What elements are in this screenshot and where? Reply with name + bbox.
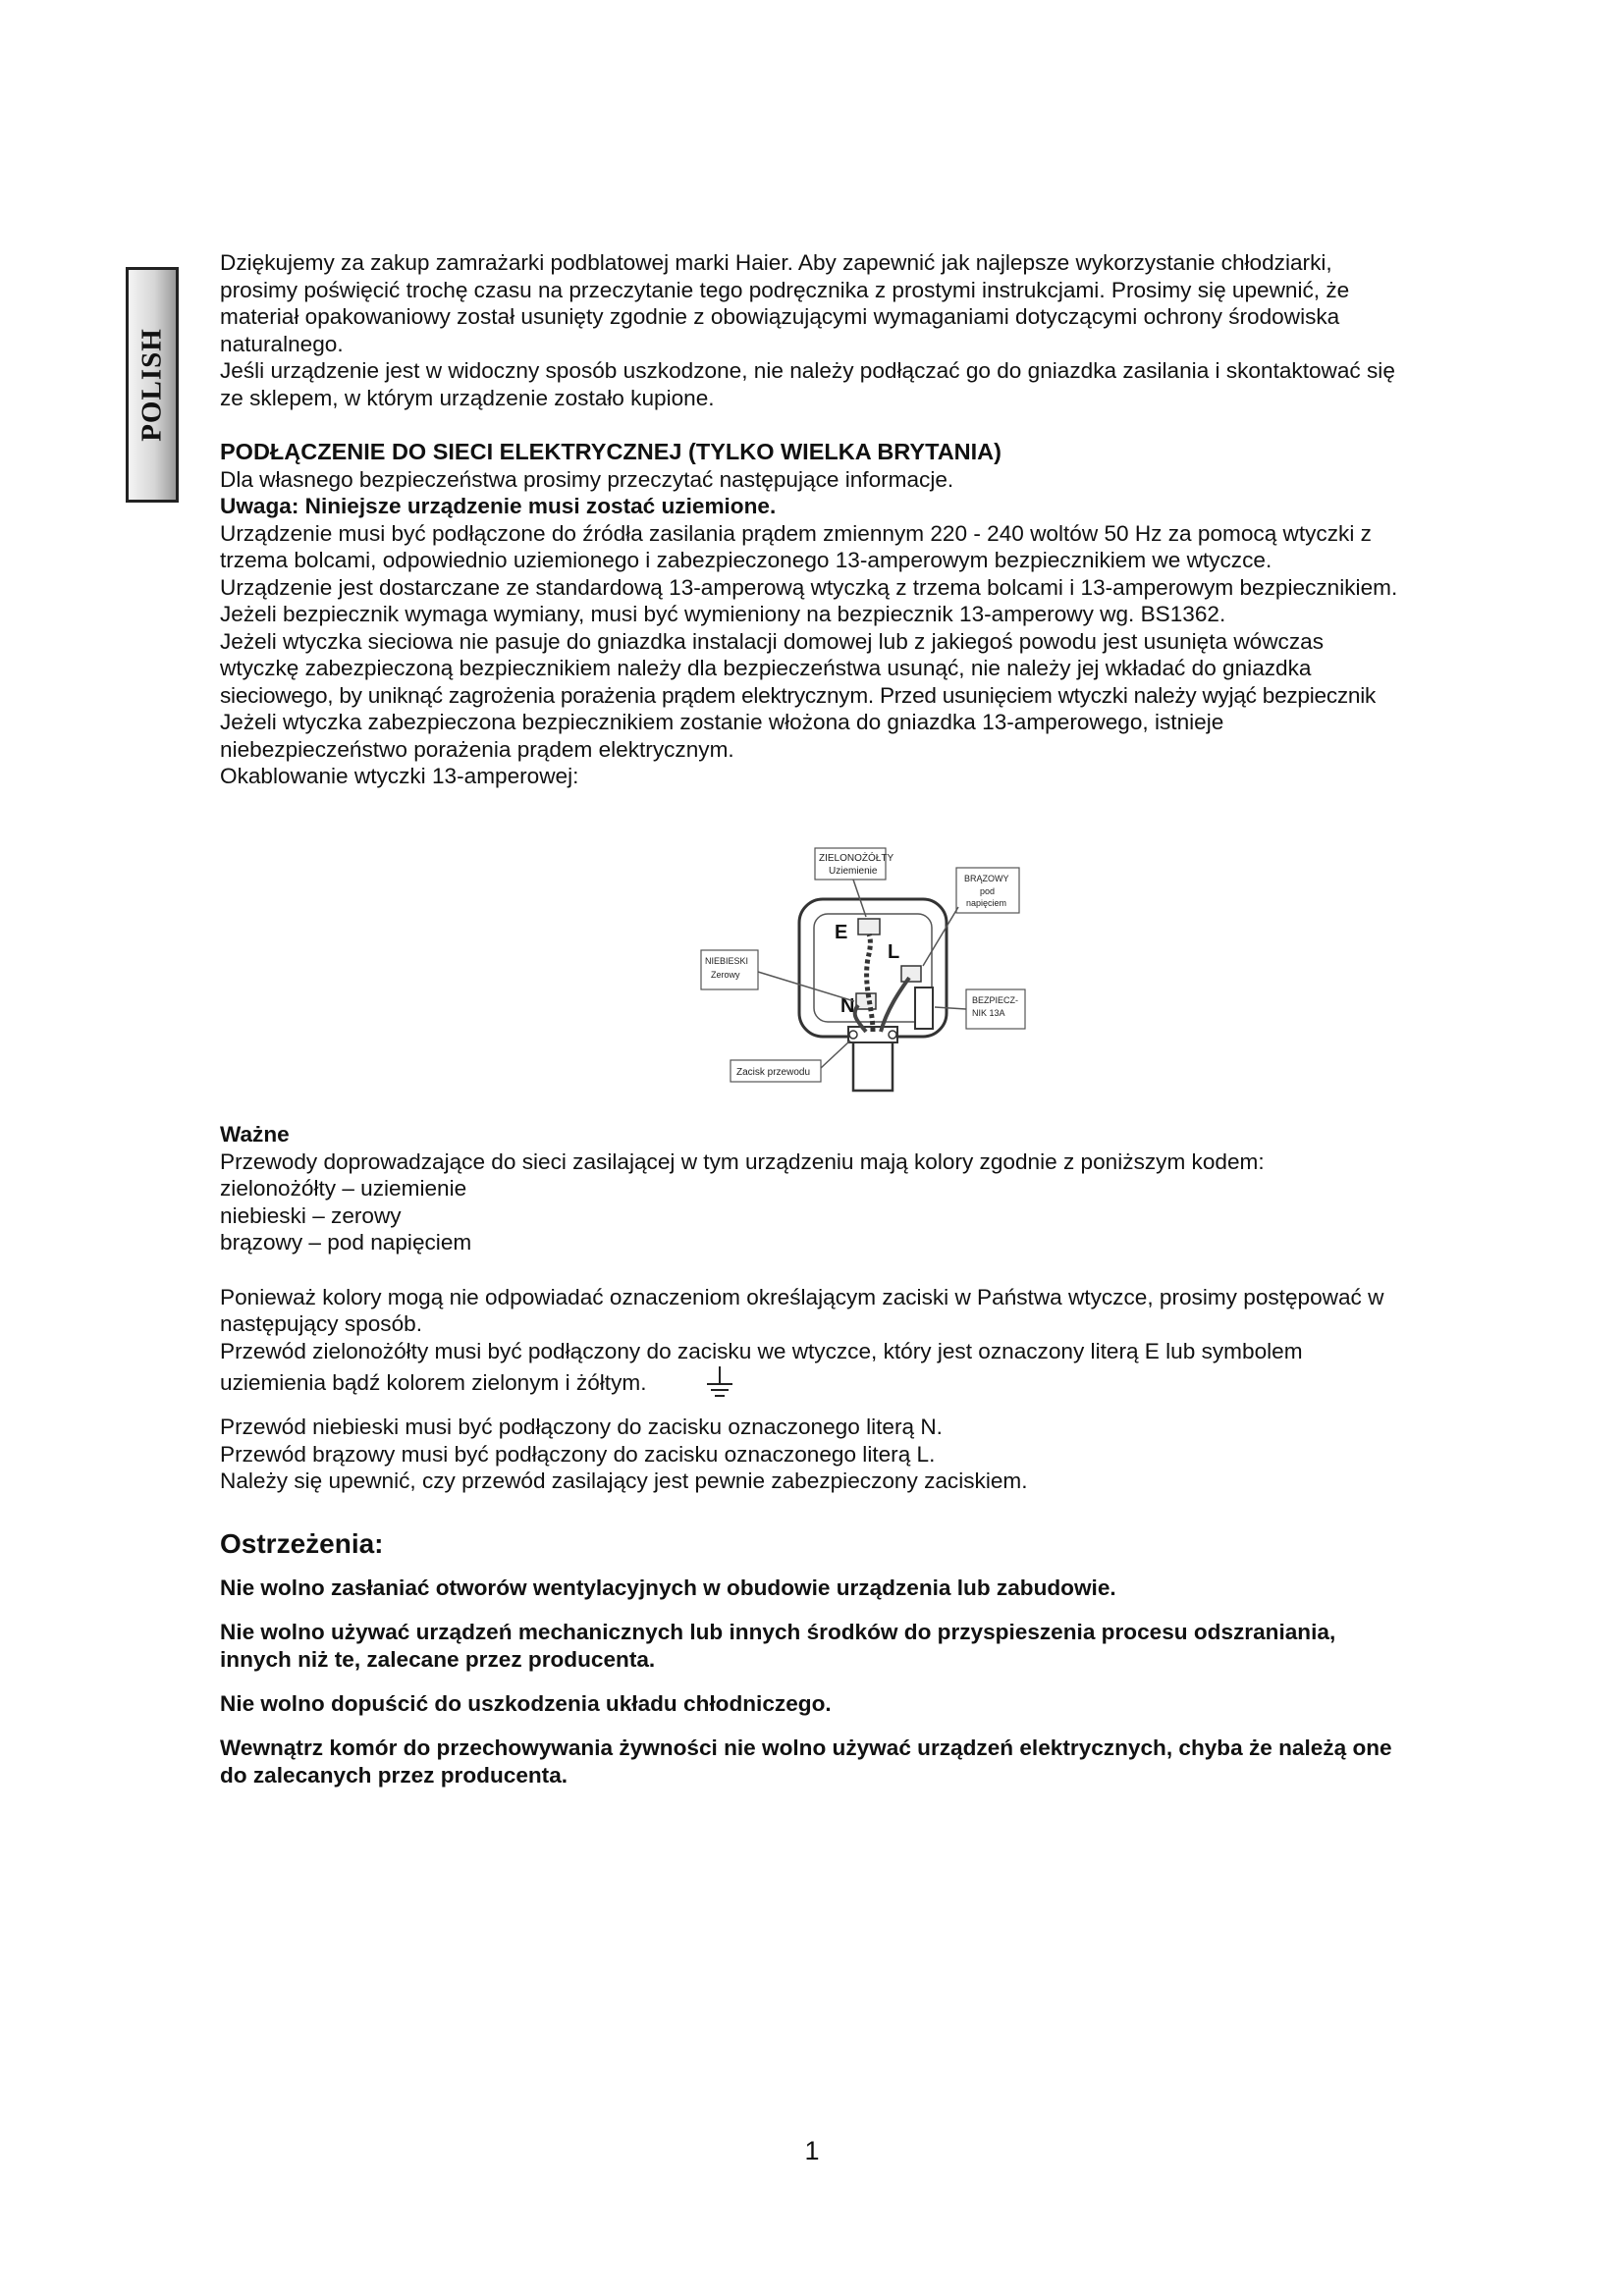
language-tab-label: POLISH <box>135 328 168 442</box>
important-line: niebieski – zerowy <box>220 1202 402 1228</box>
earth-symbol-line <box>220 1364 1496 1404</box>
intro-line: Dziękujemy za zakup zamrażarki podblatowej marki Haier. Aby zapewnić jak najlepsze wykorzystanie chłodziarki, <box>220 250 1332 275</box>
intro-line: ze sklepem, w którym urządzenie zostało kupione. <box>220 385 715 410</box>
important-line: Ponieważ kolory mogą nie odpowiadać oznaczeniom określającym zaciski w Państwa wtyczce, prosimy postępować w <box>220 1284 1384 1309</box>
warnings-section <box>220 1527 1496 1806</box>
terminal-n-letter: N <box>840 995 855 1017</box>
cable-sleeve <box>853 1037 893 1091</box>
connection-line: niebezpieczeństwo porażenia prądem elektrycznym. <box>220 736 734 762</box>
earth-line-text: uziemienia bądź kolorem zielonym i żółtym. <box>220 1369 647 1395</box>
important-heading: Ważne <box>220 1122 290 1147</box>
intro-line: naturalnego. <box>220 331 344 356</box>
connection-line: Okablowanie wtyczki 13-amperowej: <box>220 764 579 788</box>
earth-ground-icon <box>705 1364 734 1404</box>
important-line: Przewód brązowy musi być podłączony do zacisku oznaczonego literą L. <box>220 1441 936 1467</box>
warnings-heading: Ostrzeżenia: <box>220 1528 384 1559</box>
important-line: następujący sposób. <box>220 1311 422 1336</box>
callout-fuse-pointer <box>935 1007 966 1009</box>
callout-brown-text: BRĄZOWY <box>964 874 1009 883</box>
live-wire <box>881 978 909 1032</box>
callout-blue-pointer <box>758 972 854 1001</box>
callout-earth-text: Uziemienie <box>829 866 878 877</box>
important-line: Przewód niebieski musi być podłączony do zacisku oznaczonego literą N. <box>220 1415 943 1439</box>
connection-line: trzema bolcami, odpowiednio uziemionego i zabezpieczonego 13-amperowym bezpiecznikiem we wtyczce. <box>220 548 1272 572</box>
callout-brown-text: napięciem <box>966 898 1007 908</box>
connection-line: sieciowego, by uniknąć zagrożenia porażenia prądem elektrycznym. Przed usunięciem wtyczki należy wyjąć bezpiecznik <box>220 682 1377 708</box>
terminal-e-letter: E <box>835 922 848 943</box>
connection-line: Jeżeli wtyczka zabezpieczona bezpiecznikiem zostanie włożona do gniazdka 13-amperowego, istnieje <box>220 710 1224 734</box>
warning-item <box>220 1575 1496 1602</box>
callout-brown-text: pod <box>980 886 996 896</box>
earthing-note <box>220 493 1496 520</box>
warning-line: Nie wolno zasłaniać otworów wentylacyjnych w obudowie urządzenia lub zabudowie. <box>220 1575 1116 1600</box>
connection-line: Urządzenie musi być podłączone do źródła zasilania prądem zmiennym 220 - 240 woltów 50 Hz za pomocą wtyczki z <box>220 520 1372 546</box>
warning-line: Nie wolno dopuścić do uszkodzenia układu chłodniczego. <box>220 1691 832 1716</box>
connection-line: Urządzenie jest dostarczane ze standardową 13-amperową wtyczką z trzema bolcami i 13-amperowym bezpiecznikiem. <box>220 574 1398 600</box>
warning-item <box>220 1619 1496 1674</box>
note-label: Uwaga: <box>220 494 299 518</box>
warning-line: do zalecanych przez producenta. <box>220 1763 568 1788</box>
callout-earth-text: ZIELONOŻÓŁTY <box>819 853 894 864</box>
important-line: zielonożółty – uziemienie <box>220 1176 467 1201</box>
callout-clamp-text: Zacisk przewodu <box>736 1067 811 1078</box>
important-line: Przewód zielonożółty musi być podłączony do zacisku we wtyczce, który jest oznaczony literą E lub symbolem <box>220 1338 1303 1363</box>
note-text: Niniejsze urządzenie musi zostać uziemione. <box>298 494 777 518</box>
page-number: 1 <box>804 2136 820 2165</box>
warning-line: Wewnątrz komór do przechowywania żywności nie wolno używać urządzeń elektrycznych, chyba że należą one <box>220 1735 1392 1760</box>
important-line: brązowy – pod napięciem <box>220 1230 472 1255</box>
safety-line: Dla własnego bezpieczeństwa prosimy przeczytać następujące informacje. <box>220 466 954 492</box>
warning-item <box>220 1735 1496 1789</box>
intro-line: prosimy poświęcić trochę czasu na przeczytanie tego podręcznika z prostymi instrukcjami. Prosimy się upewnić, że <box>220 277 1350 302</box>
important-line: Należy się upewnić, czy przewód zasilający jest pewnie zabezpieczony zaciskiem. <box>220 1468 1028 1493</box>
earth-wire <box>867 934 873 1032</box>
connection-line: wtyczkę zabezpieczoną bezpiecznikiem należy dla bezpieczeństwa usunąć, nie należy jej wkładać do gniazdka <box>220 656 1312 680</box>
terminal-l-letter: L <box>888 941 900 963</box>
important-section <box>220 1121 1496 1495</box>
earth-terminal <box>858 919 880 934</box>
live-terminal <box>901 966 921 982</box>
connection-line: Jeżeli bezpiecznik wymaga wymiany, musi być wymieniony na bezpiecznik 13-amperowy wg. BS1362. <box>220 602 1226 626</box>
important-line: Przewody doprowadzające do sieci zasilającej w tym urządzeniu mają kolory zgodnie z poniższym kodem: <box>220 1148 1265 1174</box>
language-side-tab <box>126 267 179 503</box>
plug-wiring-diagram <box>691 840 1035 1105</box>
intro-line: Jeśli urządzenie jest w widoczny sposób uszkodzone, nie należy podłączać go do gniazdka zasilania i skontaktować się <box>220 358 1395 383</box>
callout-fuse-text: NIK 13A <box>972 1008 1005 1018</box>
intro-line: materiał opakowaniowy został usunięty zgodnie z obowiązującymi wymaganiami dotyczącymi ochrony środowiska <box>220 304 1340 329</box>
warning-item <box>220 1690 1496 1718</box>
intro-and-connection-section <box>220 249 1496 790</box>
callout-fuse-text: BEZPIECZ- <box>972 995 1019 1005</box>
warning-line: Nie wolno używać urządzeń mechanicznych lub innych środków do przyspieszenia procesu odszraniania, <box>220 1620 1336 1644</box>
callout-blue-text: Zerowy <box>711 970 740 980</box>
callout-blue-text: NIEBIESKI <box>705 956 749 966</box>
callout-clamp-pointer <box>821 1041 850 1068</box>
warning-line: innych niż te, zalecane przez producenta. <box>220 1647 656 1672</box>
connection-heading: PODŁĄCZENIE DO SIECI ELEKTRYCZNEJ (TYLKO WIELKA BRYTANIA) <box>220 439 1001 464</box>
connection-line: Jeżeli wtyczka sieciowa nie pasuje do gniazdka instalacji domowej lub z jakiegoś powodu jest usunięta wówczas <box>220 628 1325 654</box>
callout-brown-pointer <box>923 907 958 966</box>
fuse-icon <box>915 988 933 1029</box>
